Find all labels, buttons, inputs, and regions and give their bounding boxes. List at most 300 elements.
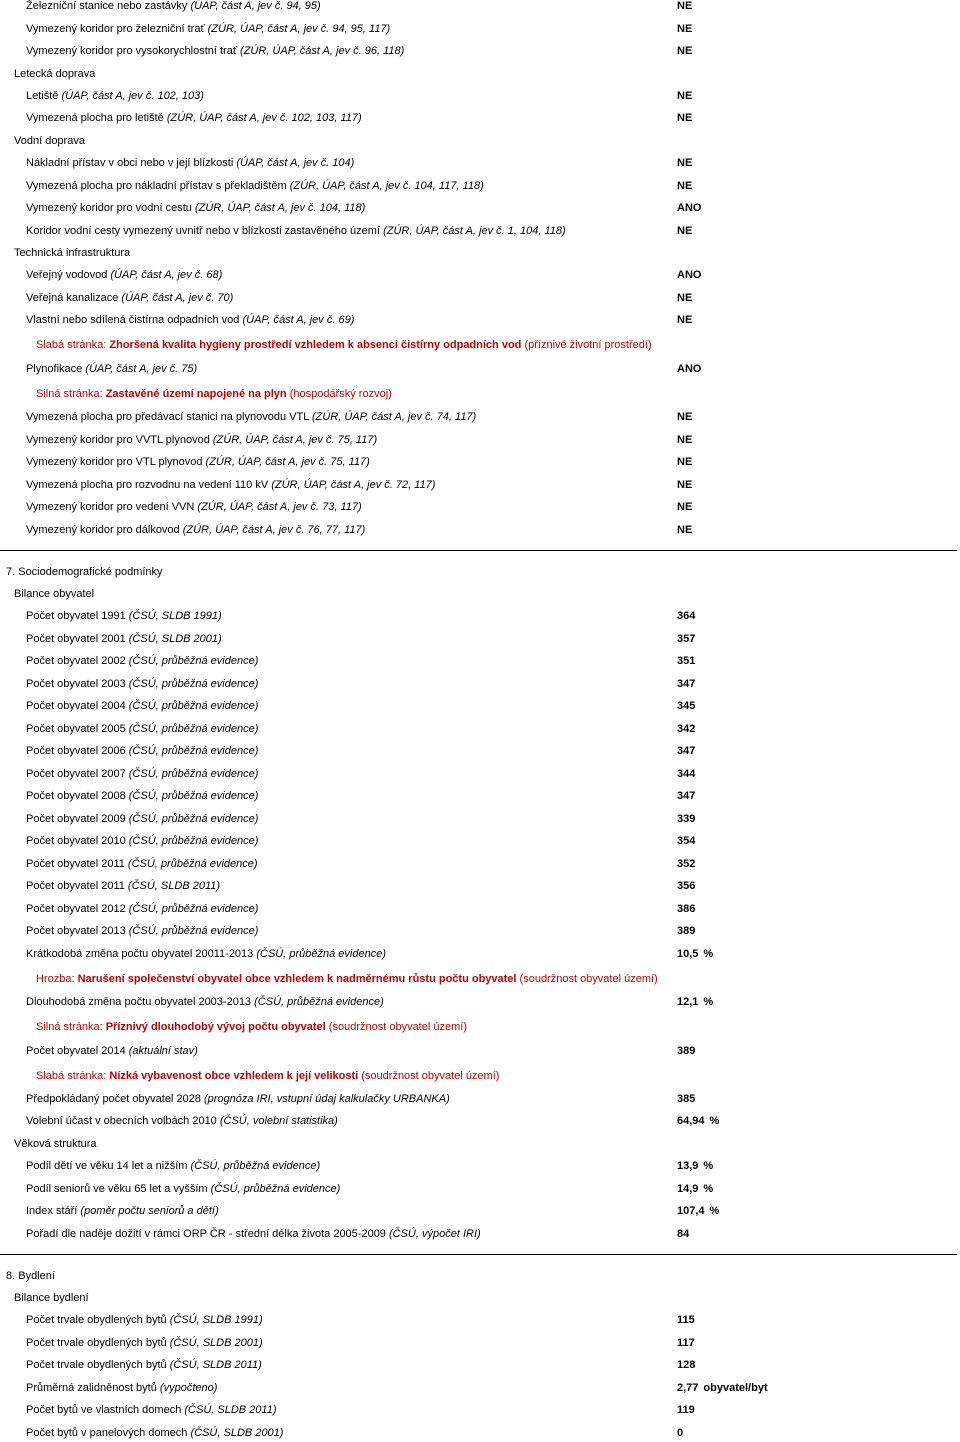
- source-citation: (ČSÚ, volební statistika): [219, 1115, 338, 1127]
- row-label: [26, 810, 258, 828]
- row-label: [26, 476, 435, 494]
- value-number: NE: [677, 225, 693, 237]
- source-citation: (ČSÚ, průběžná evidence): [128, 903, 259, 915]
- source-citation: (ČSÚ, SLDB 1991): [169, 1314, 263, 1326]
- row-value: [677, 832, 695, 850]
- label-text: Letiště: [26, 90, 62, 102]
- value-number: 14,9: [677, 1183, 699, 1195]
- row-label: [26, 832, 258, 850]
- row-value: [677, 1202, 719, 1220]
- value-number: 339: [677, 813, 696, 825]
- label-text: Počet obyvatel 2004: [26, 700, 129, 712]
- row-value: [677, 289, 692, 307]
- label-text: Vlastní nebo sdílená čistírna odpadních vod: [26, 314, 243, 326]
- label-text: Bilance bydlení: [14, 1292, 89, 1304]
- label-text: Železniční stanice nebo zastávky: [26, 0, 191, 12]
- note-text: [36, 970, 658, 988]
- source-citation: (ZÚR, ÚAP, část A, jev č. 104, 117, 118): [289, 180, 484, 192]
- value-number: 364: [677, 610, 696, 622]
- source-citation: (ČSÚ, průběžná evidence): [256, 948, 386, 960]
- source-citation: (ČSÚ, výpočet IRI): [388, 1228, 481, 1240]
- row-label: [26, 630, 222, 648]
- source-citation: (ČSÚ, průběžná evidence): [128, 745, 259, 757]
- data-row: [0, 810, 960, 828]
- row-label: [26, 1225, 481, 1243]
- row-label: [26, 154, 354, 172]
- label-text: Počet obyvatel 2005: [26, 723, 129, 735]
- label-text: Slabá stránka:: [36, 339, 110, 351]
- value-number: NE: [677, 112, 693, 124]
- value-number: 354: [677, 835, 696, 847]
- emphasis-text: Zastavěné území napojené na plyn: [105, 388, 287, 400]
- data-row: [0, 154, 960, 172]
- section-divider: [0, 1254, 957, 1255]
- row-label: [26, 993, 384, 1011]
- value-number: NE: [677, 434, 693, 446]
- value-number: 347: [677, 678, 696, 690]
- source-citation: (vypočteno): [159, 1382, 218, 1394]
- row-label: [26, 1090, 450, 1108]
- row-label: [14, 244, 130, 262]
- source-citation: (ZÚR, ÚAP, část A, jev č. 102, 103, 117): [166, 112, 362, 124]
- data-row: [0, 765, 960, 783]
- data-row: [0, 607, 960, 625]
- value-number: 117: [677, 1337, 695, 1349]
- emphasis-text: Zhoršená kvalita hygieny prostředí vzhledem k absenci čistírny odpadních vod: [109, 339, 522, 351]
- row-label: [6, 563, 163, 581]
- data-row: [0, 20, 960, 38]
- row-value: [677, 1225, 689, 1243]
- assessment-note: [0, 970, 960, 988]
- value-number: 351: [677, 655, 696, 667]
- note-text: [36, 1067, 499, 1085]
- note-text: [36, 1018, 467, 1036]
- row-value: [677, 787, 695, 805]
- source-citation: (ZÚR, ÚAP, část A, jev č. 1, 104, 118): [383, 225, 566, 237]
- row-label: [14, 585, 94, 603]
- row-label: [26, 20, 390, 38]
- row-label: [14, 1289, 89, 1307]
- source-citation: (ÚAP, část A, jev č. 104): [236, 157, 355, 169]
- data-row: [0, 922, 960, 940]
- row-label: [26, 1356, 262, 1374]
- label-text: Vymezený koridor pro dálkovod: [26, 524, 183, 536]
- data-row: [0, 742, 960, 760]
- row-value: [677, 1180, 713, 1198]
- row-value: [677, 177, 692, 195]
- label-text: Počet obyvatel 2014: [26, 1045, 129, 1057]
- label-text: Vymezený koridor pro VTL plynovod: [26, 456, 206, 468]
- value-unit: %: [703, 948, 714, 960]
- label-text: Počet trvale obydlených bytů: [26, 1359, 170, 1371]
- row-label: [26, 1202, 219, 1220]
- row-label: [26, 266, 222, 284]
- data-row: [0, 697, 960, 715]
- row-value: [677, 453, 692, 471]
- value-number: 128: [677, 1359, 696, 1371]
- label-text: Dlouhodobá změna počtu obyvatel 2003-2013: [26, 996, 255, 1008]
- label-text: Počet obyvatel 2011: [26, 880, 128, 892]
- value-number: 344: [677, 768, 696, 780]
- source-citation: (ÚAP, část A, jev č. 69): [242, 314, 355, 326]
- data-row: [0, 1334, 960, 1352]
- data-row: [0, 1112, 960, 1130]
- source-citation: (ÚAP, část A, jev č. 70): [121, 292, 234, 304]
- data-row: [0, 630, 960, 648]
- value-number: ANO: [677, 202, 702, 214]
- label-text: Počet obyvatel 2007: [26, 768, 129, 780]
- row-value: [677, 1334, 695, 1352]
- value-number: NE: [677, 456, 693, 468]
- data-row: [0, 1424, 960, 1442]
- source-citation: (ČSÚ, průběžná evidence): [128, 925, 259, 937]
- row-label: [26, 945, 386, 963]
- value-unit: %: [703, 1160, 714, 1172]
- source-citation: (ÚAP, část A, jev č. 102, 103): [61, 90, 204, 102]
- row-label: [26, 289, 233, 307]
- source-citation: (ČSÚ, průběžná evidence): [254, 996, 384, 1008]
- value-number: 352: [677, 858, 696, 870]
- row-value: [677, 1112, 719, 1130]
- value-number: 115: [677, 1314, 695, 1326]
- data-row: [0, 1379, 960, 1397]
- emphasis-text: Nízká vybavenost obce vzhledem k její velikosti: [109, 1070, 359, 1082]
- label-text: Počet bytů v panelových domech: [26, 1427, 191, 1439]
- data-row: [0, 1202, 960, 1220]
- data-row: [0, 0, 960, 15]
- row-value: [677, 607, 695, 625]
- row-value: [677, 266, 701, 284]
- data-row: [0, 521, 960, 539]
- source-citation: (ČSÚ, průběžná evidence): [190, 1160, 321, 1172]
- row-value: [677, 1356, 695, 1374]
- row-value: [677, 1379, 768, 1397]
- emphasis-text: Narušení společenství obyvatel obce vzhledem k nadměrnému růstu počtu obyvatel: [77, 973, 517, 985]
- row-label: [26, 1334, 263, 1352]
- row-label: [26, 1042, 198, 1060]
- group-heading: [0, 132, 960, 150]
- data-row: [0, 408, 960, 426]
- data-row: [0, 877, 960, 895]
- row-label: [26, 787, 258, 805]
- value-number: 2,77: [677, 1382, 699, 1394]
- source-citation: (ČSÚ, SLDB 2011): [169, 1359, 262, 1371]
- label-text: Silná stránka:: [36, 388, 106, 400]
- data-row: [0, 476, 960, 494]
- label-text: Vymezená plocha pro předávací stanici na plynovodu VTL: [26, 411, 312, 423]
- source-citation: (ZÚR, ÚAP, část A, jev č. 75, 117): [212, 434, 378, 446]
- source-citation: (ZÚR, ÚAP, část A, jev č. 104, 118): [194, 202, 366, 214]
- value-number: NE: [677, 23, 693, 35]
- label-text: Počet bytů ve vlastních domech: [26, 1404, 185, 1416]
- label-text: Počet obyvatel 2010: [26, 835, 129, 847]
- label-text: Vymezený koridor pro vysokorychlostní trať: [26, 45, 241, 57]
- row-label: [26, 765, 258, 783]
- label-text: 7. Sociodemografické podmínky: [6, 566, 163, 578]
- data-row: [0, 675, 960, 693]
- value-number: NE: [677, 524, 693, 536]
- row-label: [26, 652, 258, 670]
- row-value: [677, 87, 692, 105]
- label-text: (soudržnost obyvatel území): [325, 1021, 467, 1033]
- value-number: 385: [677, 1093, 696, 1105]
- source-citation: (ZÚR, ÚAP, část A, jev č. 96, 118): [240, 45, 405, 57]
- source-citation: (ZÚR, ÚAP, část A, jev č. 74, 117): [311, 411, 477, 423]
- row-value: [677, 1401, 695, 1419]
- row-label: [26, 697, 258, 715]
- data-row: [0, 266, 960, 284]
- assessment-note: [0, 1067, 960, 1085]
- source-citation: (ZÚR, ÚAP, část A, jev č. 94, 95, 117): [207, 23, 391, 35]
- source-citation: (ČSÚ, SLDB 2001): [128, 633, 222, 645]
- value-number: NE: [677, 90, 693, 102]
- group-heading: [0, 65, 960, 83]
- label-text: Plynofikace: [26, 363, 86, 375]
- data-row: [0, 1180, 960, 1198]
- value-unit: %: [703, 1183, 714, 1195]
- row-value: [677, 1424, 683, 1442]
- label-text: Počet obyvatel 2013: [26, 925, 129, 937]
- value-unit: obyvatel/byt: [703, 1382, 768, 1394]
- row-label: [26, 720, 258, 738]
- row-label: [26, 742, 258, 760]
- assessment-note: [0, 1018, 960, 1036]
- row-value: [677, 311, 692, 329]
- label-text: Slabá stránka:: [36, 1070, 110, 1082]
- source-citation: (ZÚR, ÚAP, část A, jev č. 72, 117): [271, 479, 436, 491]
- row-label: [26, 109, 362, 127]
- row-label: [26, 0, 321, 15]
- data-row: [0, 177, 960, 195]
- row-value: [677, 675, 695, 693]
- value-number: 0: [677, 1427, 684, 1439]
- source-citation: (ZÚR, ÚAP, část A, jev č. 73, 117): [197, 501, 362, 513]
- row-label: [26, 1180, 340, 1198]
- source-citation: (ÚAP, část A, jev č. 94, 95): [190, 0, 321, 12]
- data-row: [0, 42, 960, 60]
- row-value: [677, 945, 713, 963]
- value-number: 356: [677, 880, 696, 892]
- source-citation: (aktuální stav): [128, 1045, 198, 1057]
- label-text: Vymezený koridor pro VVTL plynovod: [26, 434, 213, 446]
- data-row: [0, 652, 960, 670]
- row-value: [677, 20, 692, 38]
- row-label: [26, 87, 204, 105]
- row-value: [677, 765, 695, 783]
- value-number: 12,1: [677, 996, 699, 1008]
- row-value: [677, 697, 695, 715]
- row-value: [677, 855, 695, 873]
- label-text: (soudržnost obyvatel území): [358, 1070, 500, 1082]
- row-value: [677, 109, 692, 127]
- label-text: Nákladní přístav v obci nebo v její blízkosti: [26, 157, 237, 169]
- data-row: [0, 900, 960, 918]
- source-citation: (ZÚR, ÚAP, část A, jev č. 75, 117): [205, 456, 370, 468]
- value-unit: %: [709, 1205, 720, 1217]
- label-text: Počet trvale obydlených bytů: [26, 1314, 170, 1326]
- value-number: NE: [677, 180, 693, 192]
- row-value: [677, 1157, 713, 1175]
- row-label: [26, 453, 370, 471]
- data-row: [0, 1311, 960, 1329]
- label-text: Vymezený koridor pro vedení VVN: [26, 501, 198, 513]
- row-label: [26, 311, 354, 329]
- value-number: 13,9: [677, 1160, 699, 1172]
- value-number: 347: [677, 790, 696, 802]
- row-value: [677, 199, 701, 217]
- note-text: [36, 385, 392, 403]
- value-number: NE: [677, 411, 693, 423]
- row-label: [26, 855, 258, 873]
- section-heading: [0, 1267, 960, 1285]
- data-row: [0, 787, 960, 805]
- source-citation: (poměr počtu seniorů a dětí): [80, 1205, 219, 1217]
- row-value: [677, 877, 695, 895]
- source-citation: (ČSÚ, SLDB 2011): [127, 880, 221, 892]
- row-label: [26, 1157, 320, 1175]
- row-value: [677, 154, 692, 172]
- value-number: 84: [677, 1228, 690, 1240]
- row-value: [677, 922, 695, 940]
- group-heading: [0, 244, 960, 262]
- row-label: [26, 675, 258, 693]
- row-value: [677, 1311, 695, 1329]
- label-text: Počet obyvatel 2012: [26, 903, 129, 915]
- row-value: [677, 810, 695, 828]
- label-text: Hrozba:: [36, 973, 78, 985]
- row-label: [26, 1311, 263, 1329]
- source-citation: (ZÚR, ÚAP, část A, jev č. 76, 77, 117): [182, 524, 366, 536]
- label-text: Věková struktura: [14, 1138, 97, 1150]
- label-text: Letecká doprava: [14, 68, 96, 80]
- data-row: [0, 832, 960, 850]
- label-text: Koridor vodní cesty vymezený uvnitř nebo v blízkosti zastavěného území: [26, 225, 384, 237]
- value-unit: %: [703, 996, 714, 1008]
- data-row: [0, 431, 960, 449]
- source-citation: (ČSÚ, SLDB 2011): [184, 1404, 277, 1416]
- source-citation: (ČSÚ, průběžná evidence): [127, 858, 258, 870]
- data-row: [0, 199, 960, 217]
- value-number: 10,5: [677, 948, 699, 960]
- label-text: Podíl seniorů ve věku 65 let a vyšším: [26, 1183, 211, 1195]
- data-row: [0, 1225, 960, 1243]
- group-heading: [0, 1289, 960, 1307]
- data-row: [0, 453, 960, 471]
- row-value: [677, 630, 695, 648]
- label-text: Počet obyvatel 2011: [26, 858, 128, 870]
- label-text: Počet obyvatel 1991: [26, 610, 129, 622]
- label-text: Vymezená plocha pro rozvodnu na vedení 110 kV: [26, 479, 272, 491]
- value-number: 342: [677, 723, 696, 735]
- source-citation: (ÚAP, část A, jev č. 68): [110, 269, 223, 281]
- data-row: [0, 1356, 960, 1374]
- data-row: [0, 498, 960, 516]
- label-text: Index stáří: [26, 1205, 81, 1217]
- label-text: Vymezený koridor pro železniční trať: [26, 23, 208, 35]
- source-citation: (ÚAP, část A, jev č. 75): [85, 363, 198, 375]
- row-label: [14, 65, 95, 83]
- value-number: 347: [677, 745, 696, 757]
- value-number: NE: [677, 157, 693, 169]
- label-text: Počet obyvatel 2003: [26, 678, 129, 690]
- value-number: 389: [677, 1045, 696, 1057]
- data-row: [0, 1090, 960, 1108]
- row-value: [677, 408, 692, 426]
- value-number: 345: [677, 700, 696, 712]
- source-citation: (ČSÚ, průběžná evidence): [128, 700, 259, 712]
- data-row: [0, 720, 960, 738]
- label-text: Pořadí dle naděje dožití v rámci ORP ČR - střední délka života 2005-2009: [26, 1228, 389, 1240]
- source-citation: (ČSÚ, průběžná evidence): [128, 790, 259, 802]
- group-heading: [0, 585, 960, 603]
- value-number: 107,4: [677, 1205, 705, 1217]
- label-text: Silná stránka:: [36, 1021, 106, 1033]
- emphasis-text: Příznivý dlouhodobý vývoj počtu obyvatel: [105, 1021, 326, 1033]
- assessment-note: [0, 336, 960, 354]
- row-value: [677, 222, 692, 240]
- data-row: [0, 1157, 960, 1175]
- section-divider: [0, 550, 957, 551]
- data-row: [0, 289, 960, 307]
- label-text: Veřejný vodovod: [26, 269, 111, 281]
- data-row: [0, 222, 960, 240]
- value-number: NE: [677, 292, 693, 304]
- note-text: [36, 336, 652, 354]
- label-text: Počet obyvatel 2006: [26, 745, 129, 757]
- label-text: Počet obyvatel 2002: [26, 655, 129, 667]
- label-text: Podíl dětí ve věku 14 let a nižším: [26, 1160, 191, 1172]
- value-number: NE: [677, 501, 693, 513]
- value-number: ANO: [677, 269, 702, 281]
- data-row: [0, 1042, 960, 1060]
- row-value: [677, 360, 701, 378]
- row-value: [677, 1090, 695, 1108]
- value-number: NE: [677, 314, 693, 326]
- row-label: [26, 498, 362, 516]
- label-text: (soudržnost obyvatel území): [516, 973, 658, 985]
- label-text: Vymezený koridor pro vodní cestu: [26, 202, 195, 214]
- row-label: [26, 922, 258, 940]
- data-row: [0, 311, 960, 329]
- value-number: NE: [677, 0, 693, 12]
- row-value: [677, 742, 695, 760]
- source-citation: (ČSÚ, SLDB 2001): [169, 1337, 263, 1349]
- source-citation: (prognóza IRI, vstupní údaj kalkulačky URBANKA): [203, 1093, 450, 1105]
- label-text: Krátkodobá změna počtu obyvatel 20011-2013: [26, 948, 257, 960]
- row-label: [26, 877, 220, 895]
- value-number: 389: [677, 925, 696, 937]
- row-label: [26, 42, 404, 60]
- row-label: [26, 521, 365, 539]
- label-text: Počet trvale obydlených bytů: [26, 1337, 170, 1349]
- row-label: [26, 431, 377, 449]
- label-text: (příznivé životní prostředí): [521, 339, 652, 351]
- source-citation: (ČSÚ, průběžná evidence): [128, 813, 259, 825]
- value-number: NE: [677, 45, 693, 57]
- row-label: [14, 132, 85, 150]
- row-value: [677, 431, 692, 449]
- data-row: [0, 87, 960, 105]
- row-label: [26, 408, 476, 426]
- data-row: [0, 945, 960, 963]
- row-value: [677, 521, 692, 539]
- row-value: [677, 42, 692, 60]
- label-text: Volební účast v obecních volbách 2010: [26, 1115, 220, 1127]
- row-label: [26, 900, 258, 918]
- source-citation: (ČSÚ, průběžná evidence): [128, 655, 259, 667]
- label-text: Veřejná kanalizace: [26, 292, 122, 304]
- label-text: Předpokládaný počet obyvatel 2028: [26, 1093, 204, 1105]
